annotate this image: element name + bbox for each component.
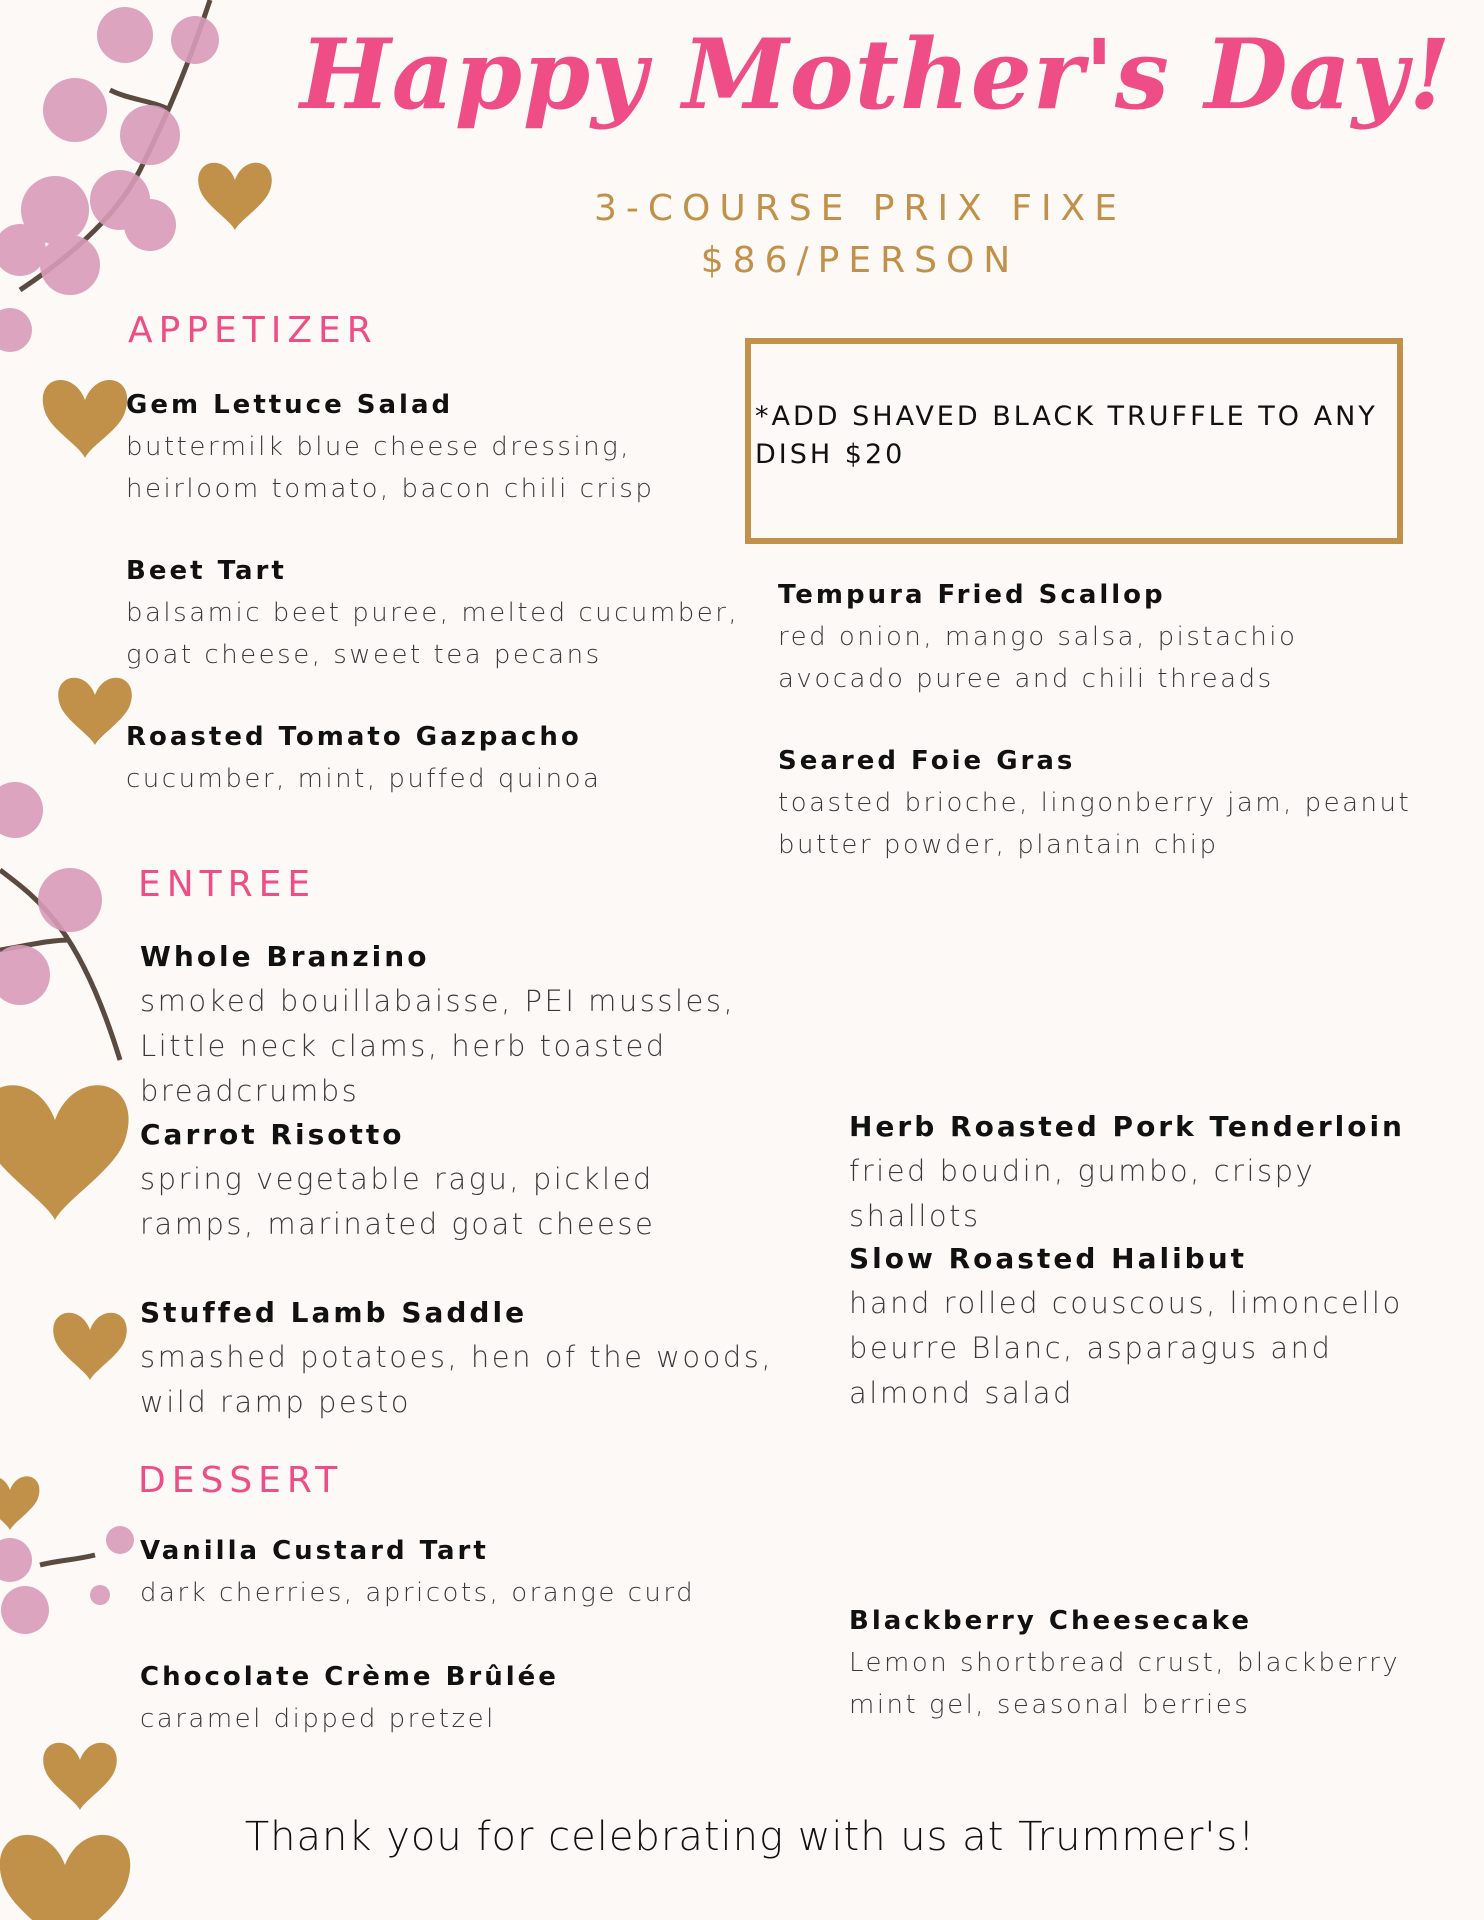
menu-item-name: Stuffed Lamb Saddle xyxy=(140,1296,528,1329)
menu-item-description: dark cherries, apricots, orange curd xyxy=(140,1578,696,1608)
menu-item-name: Gem Lettuce Salad xyxy=(126,390,454,420)
menu-item-name: Chocolate Crème Brûlée xyxy=(140,1662,559,1692)
menu-item-description: Lemon shortbread crust, blackberry mint gel, seasonal berries xyxy=(849,1648,1401,1720)
menu-item xyxy=(140,1296,780,1425)
menu-item-name: Carrot Risotto xyxy=(140,1118,405,1151)
menu-item-name: Beet Tart xyxy=(126,556,287,586)
menu-item xyxy=(849,1110,1449,1239)
menu-item xyxy=(140,1536,800,1614)
menu-item-description: caramel dipped pretzel xyxy=(140,1704,496,1734)
menu-item xyxy=(140,1662,800,1740)
menu-item-description: spring vegetable ragu, pickled ramps, marinated goat cheese xyxy=(140,1162,656,1241)
menu-item-description: balsamic beet puree, melted cucumber, goat cheese, sweet tea pecans xyxy=(126,598,740,670)
menu-item-description: smashed potatoes, hen of the woods, wild ramp pesto xyxy=(140,1340,774,1419)
menu-item-description: cucumber, mint, puffed quinoa xyxy=(126,764,602,794)
menu-item xyxy=(849,1606,1429,1726)
menu-item-description: fried boudin, gumbo, crispy shallots xyxy=(849,1154,1316,1233)
menu-item-name: Whole Branzino xyxy=(140,940,430,973)
menu-item-name: Blackberry Cheesecake xyxy=(849,1606,1253,1636)
menu-item xyxy=(849,1242,1449,1416)
menu-item xyxy=(126,390,746,510)
thank-you-message: Thank you for celebrating with us at Trummer's! xyxy=(244,1814,1256,1860)
menu-item-name: Seared Foie Gras xyxy=(778,746,1076,776)
menu-item-name: Roasted Tomato Gazpacho xyxy=(126,722,582,752)
price-label: $86/PERSON xyxy=(700,240,1020,281)
menu-item-description: toasted brioche, lingonberry jam, peanut butter powder, plantain chip xyxy=(778,788,1412,860)
truffle-notice-text: *ADD SHAVED BLACK TRUFFLE TO ANY DISH $20 xyxy=(755,401,1378,470)
menu-item-name: Tempura Fried Scallop xyxy=(778,580,1166,610)
menu-item-description: red onion, mango salsa, pistachio avocado puree and chili threads xyxy=(778,622,1298,694)
menu-item xyxy=(778,580,1418,700)
menu-item-description: buttermilk blue cheese dressing, heirloom tomato, bacon chili crisp xyxy=(126,432,655,504)
menu-item xyxy=(126,556,776,676)
menu-item-name: Slow Roasted Halibut xyxy=(849,1242,1248,1275)
menu-item xyxy=(140,1118,780,1247)
section-heading-entree: ENTREE xyxy=(138,864,317,905)
menu-item xyxy=(140,940,800,1114)
menu-item-description: smoked bouillabaisse, PEI mussles, Little neck clams, herb toasted breadcrumbs xyxy=(140,984,736,1108)
page-title: Happy Mother's Day! xyxy=(300,18,1452,131)
menu-item-name: Vanilla Custard Tart xyxy=(140,1536,489,1566)
prix-fixe-label: 3-COURSE PRIX FIXE xyxy=(594,188,1126,229)
menu-item xyxy=(778,746,1418,866)
menu-item-description: hand rolled couscous, limoncello beurre Blanc, asparagus and almond salad xyxy=(849,1286,1403,1410)
section-heading-dessert: DESSERT xyxy=(138,1460,344,1501)
menu-item xyxy=(126,722,786,800)
section-heading-appetizer: APPETIZER xyxy=(128,310,378,351)
menu-item-name: Herb Roasted Pork Tenderloin xyxy=(849,1110,1405,1143)
